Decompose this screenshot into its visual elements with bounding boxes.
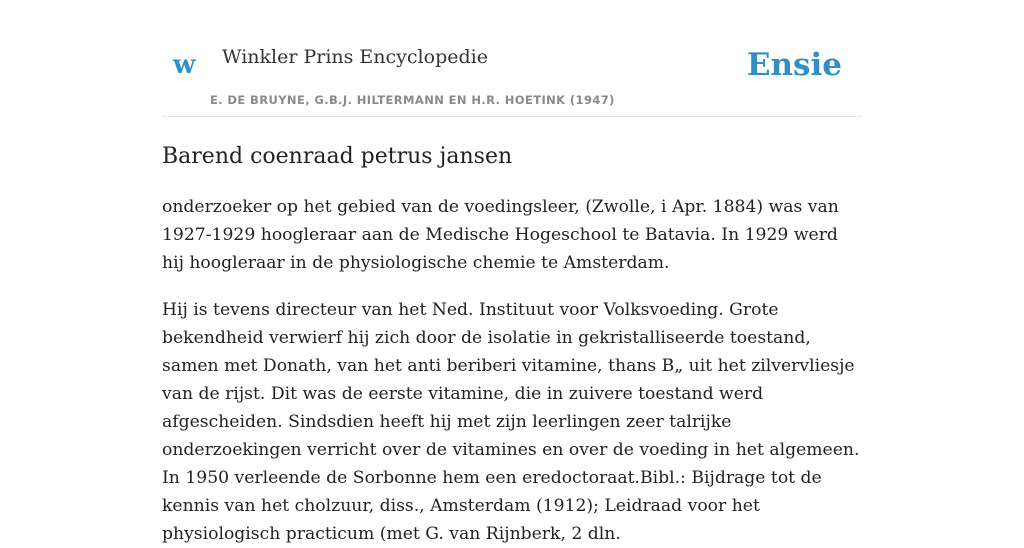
article-paragraph: Hij is tevens directeur van het Ned. Instituut voor Volksvoeding. Grote bekendheid verwierf hij zich door de isolatie in gekristalliseerde toestand, samen met Donath, van het anti beriberi vitamine, thans B„ uit het zilvervliesje van de rijst. Dit was de eerste vitamine, die in zuivere toestand werd afgescheiden. Sindsdien heeft hij met zijn leerlingen zeer talrijke onderzoekingen verricht over de vitamines en over de voeding in het algemeen. In 1950 verleende de Sorbonne hem een eredoctoraat.Bibl.: Bijdrage tot de kennis van het cholzuur, diss., Amsterdam (1912); Leidraad voor het physiologisch practicum (met G. van Rijnberk, 2 dln. xyxy=(162,299,860,544)
site-header xyxy=(162,0,862,117)
article-body xyxy=(162,193,862,548)
page xyxy=(162,0,862,548)
winkler-prins-logo[interactable]: w xyxy=(173,50,196,80)
ensie-brand-link[interactable]: Ensie xyxy=(746,47,842,83)
publication-authors: E. DE BRUYNE, G.B.J. HILTERMANN EN H.R. HOETINK (1947) xyxy=(210,93,615,107)
article xyxy=(162,143,862,548)
publication-title: Winkler Prins Encyclopedie xyxy=(222,46,488,68)
article-paragraph: onderzoeker op het gebied van de voedingsleer, (Zwolle, i Apr. 1884) was van 1927-1929 hoogleraar aan de Medische Hogeschool te Batavia. In 1929 werd hij hoogleraar in de physiologische chemie te Amsterdam. xyxy=(162,196,839,273)
article-title: Barend coenraad petrus jansen xyxy=(162,144,513,169)
